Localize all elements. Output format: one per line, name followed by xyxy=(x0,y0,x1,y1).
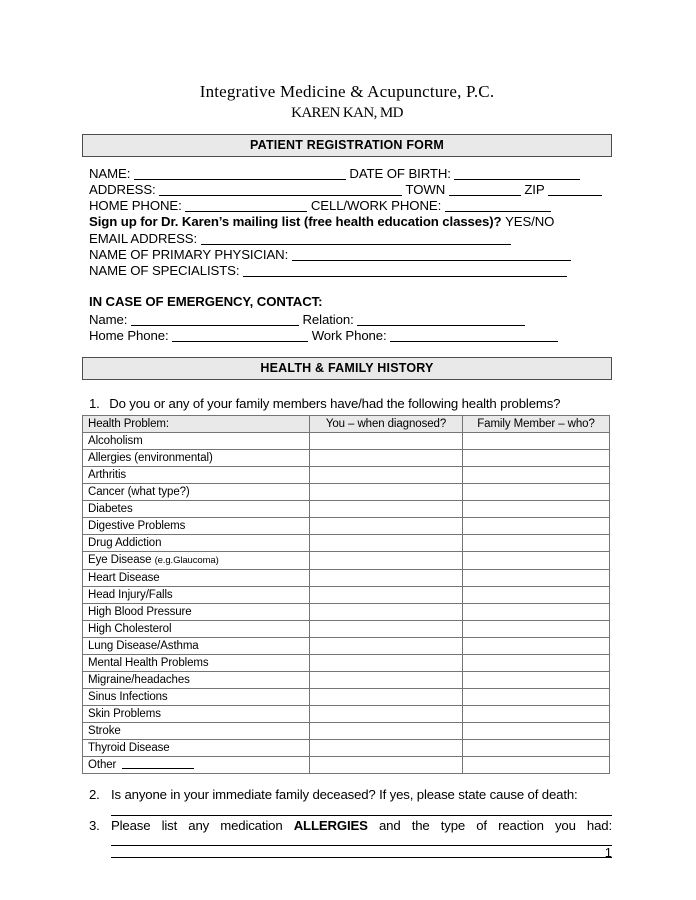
specialists-input-blank[interactable] xyxy=(243,264,567,277)
banner-health-family-history: HEALTH & FAMILY HISTORY xyxy=(82,357,612,380)
question-2 xyxy=(82,787,612,816)
family-member-who-cell[interactable] xyxy=(463,654,610,671)
family-member-who-cell[interactable] xyxy=(463,739,610,756)
field-row-phones xyxy=(89,198,612,214)
primary-physician-label: NAME OF PRIMARY PHYSICIAN: xyxy=(89,247,289,263)
family-member-who-cell[interactable] xyxy=(463,466,610,483)
question-3-number: 3. xyxy=(89,817,100,833)
emergency-name-input-blank[interactable] xyxy=(131,313,299,326)
emergency-work-phone-label: Work Phone: xyxy=(311,328,387,344)
name-label: NAME: xyxy=(89,165,131,181)
field-row-primary-physician xyxy=(89,247,612,263)
table-row xyxy=(83,705,610,722)
health-problem-label: Allergies (environmental) xyxy=(83,449,310,466)
health-problem-label: High Blood Pressure xyxy=(83,603,310,620)
town-label: TOWN xyxy=(405,181,446,197)
town-input-blank[interactable] xyxy=(449,183,521,196)
health-problem-note: (e.g.Glaucoma) xyxy=(154,554,219,566)
health-problem-label: Skin Problems xyxy=(83,705,310,722)
you-when-diagnosed-cell[interactable] xyxy=(310,432,463,449)
table-row xyxy=(83,688,610,705)
other-health-problem-input-blank[interactable] xyxy=(122,758,194,769)
family-member-who-cell[interactable] xyxy=(463,517,610,534)
field-row-address xyxy=(89,182,612,198)
health-problem-label: Other xyxy=(83,756,310,773)
field-row-emergency-name-relation xyxy=(89,312,612,328)
health-problem-label: Digestive Problems xyxy=(83,517,310,534)
column-header-you-when-diagnosed: You – when diagnosed? xyxy=(310,415,463,432)
table-row xyxy=(83,569,610,586)
field-row-name-dob xyxy=(89,166,612,182)
emergency-relation-label: Relation: xyxy=(302,311,354,327)
family-member-who-cell[interactable] xyxy=(463,483,610,500)
table-row xyxy=(83,432,610,449)
page-content xyxy=(82,0,612,858)
emergency-contact-fields xyxy=(82,312,612,345)
column-header-family-member-who: Family Member – who? xyxy=(463,415,610,432)
mailing-list-yes-no-option[interactable]: YES/NO xyxy=(505,214,555,230)
home-phone-label: HOME PHONE: xyxy=(89,198,182,214)
table-row xyxy=(83,449,610,466)
table-row xyxy=(83,654,610,671)
family-member-who-cell[interactable] xyxy=(463,500,610,517)
page-number: 1 xyxy=(604,845,612,860)
table-row xyxy=(83,586,610,603)
email-label: EMAIL ADDRESS: xyxy=(89,230,198,246)
you-when-diagnosed-cell[interactable] xyxy=(310,603,463,620)
question-2-answer-blank[interactable] xyxy=(111,815,612,816)
family-member-who-cell[interactable] xyxy=(463,586,610,603)
health-problem-label: Heart Disease xyxy=(83,569,310,586)
you-when-diagnosed-cell[interactable] xyxy=(310,483,463,500)
table-row xyxy=(83,551,610,569)
table-row xyxy=(83,671,610,688)
health-problem-label: High Cholesterol xyxy=(83,620,310,637)
family-member-who-cell[interactable] xyxy=(463,671,610,688)
you-when-diagnosed-cell[interactable] xyxy=(310,637,463,654)
question-3-text xyxy=(111,818,612,834)
health-problem-label: Alcoholism xyxy=(83,432,310,449)
family-member-who-cell[interactable] xyxy=(463,603,610,620)
you-when-diagnosed-cell[interactable] xyxy=(310,466,463,483)
you-when-diagnosed-cell[interactable] xyxy=(310,500,463,517)
zip-input-blank[interactable] xyxy=(548,183,602,196)
field-row-specialists xyxy=(89,263,612,279)
family-member-who-cell[interactable] xyxy=(463,756,610,773)
column-header-health-problem: Health Problem: xyxy=(83,415,310,432)
family-member-who-cell[interactable] xyxy=(463,637,610,654)
emergency-name-label: Name: xyxy=(89,311,128,327)
date-of-birth-label: DATE OF BIRTH: xyxy=(349,165,451,181)
you-when-diagnosed-cell[interactable] xyxy=(310,534,463,551)
emergency-home-phone-input-blank[interactable] xyxy=(172,329,308,342)
emergency-home-phone-label: Home Phone: xyxy=(89,328,169,344)
cell-work-phone-input-blank[interactable] xyxy=(445,199,551,212)
health-problem-label: Head Injury/Falls xyxy=(83,586,310,603)
family-member-who-cell[interactable] xyxy=(463,705,610,722)
name-input-blank[interactable] xyxy=(134,167,346,180)
family-member-who-cell[interactable] xyxy=(463,569,610,586)
you-when-diagnosed-cell[interactable] xyxy=(310,517,463,534)
health-problem-label: Diabetes xyxy=(83,500,310,517)
family-member-who-cell[interactable] xyxy=(463,722,610,739)
table-row xyxy=(83,483,610,500)
health-problem-label: Drug Addiction xyxy=(83,534,310,551)
question-2-number: 2. xyxy=(89,786,100,802)
health-problem-label: Arthritis xyxy=(83,466,310,483)
primary-physician-input-blank[interactable] xyxy=(292,248,571,261)
you-when-diagnosed-cell[interactable] xyxy=(310,671,463,688)
family-member-who-cell[interactable] xyxy=(463,551,610,569)
zip-label: ZIP xyxy=(524,181,545,197)
health-problem-label: Sinus Infections xyxy=(83,688,310,705)
email-input-blank[interactable] xyxy=(201,232,511,245)
mailing-list-question: Sign up for Dr. Karen’s mailing list (free health education classes)? xyxy=(89,214,502,230)
registration-fields xyxy=(82,166,612,280)
question-1-number: 1. xyxy=(89,395,100,411)
table-row xyxy=(83,722,610,739)
field-row-email xyxy=(89,231,612,247)
cell-work-phone-label: CELL/WORK PHONE: xyxy=(310,198,442,214)
question-1-text: Do you or any of your family members have/had the following health problems? xyxy=(109,395,561,411)
table-row xyxy=(83,517,610,534)
emergency-contact-title: IN CASE OF EMERGENCY, CONTACT: xyxy=(89,293,323,309)
question-1 xyxy=(82,396,612,412)
health-problem-label: Mental Health Problems xyxy=(83,654,310,671)
health-problem-label: Stroke xyxy=(83,722,310,739)
question-3-text-before: Please list any medication xyxy=(111,817,294,833)
table-row xyxy=(83,534,610,551)
family-member-who-cell[interactable] xyxy=(463,432,610,449)
table-row xyxy=(83,500,610,517)
date-of-birth-input-blank[interactable] xyxy=(454,167,580,180)
practice-name: Integrative Medicine & Acupuncture, P.C. xyxy=(199,82,495,101)
letterhead xyxy=(82,0,612,122)
you-when-diagnosed-cell[interactable] xyxy=(310,654,463,671)
family-member-who-cell[interactable] xyxy=(463,620,610,637)
doctor-name: KAREN KAN, MD xyxy=(291,104,403,121)
family-member-who-cell[interactable] xyxy=(463,534,610,551)
home-phone-input-blank[interactable] xyxy=(185,199,307,212)
field-row-emergency-phones xyxy=(89,328,612,344)
you-when-diagnosed-cell[interactable] xyxy=(310,739,463,756)
table-row xyxy=(83,466,610,483)
family-member-who-cell[interactable] xyxy=(463,688,610,705)
emergency-relation-input-blank[interactable] xyxy=(357,313,525,326)
health-problems-table xyxy=(82,415,610,774)
health-problem-label: Cancer (what type?) xyxy=(83,483,310,500)
address-input-blank[interactable] xyxy=(159,183,402,196)
field-row-mailing-list xyxy=(89,214,612,230)
table-row xyxy=(83,637,610,654)
health-problem-label: Migraine/headaches xyxy=(83,671,310,688)
specialists-label: NAME OF SPECIALISTS: xyxy=(89,263,240,279)
you-when-diagnosed-cell[interactable] xyxy=(310,620,463,637)
question-3-text-after: and the type of reaction you had: xyxy=(367,817,612,833)
table-row xyxy=(83,603,610,620)
table-row xyxy=(83,739,610,756)
health-problem-label: Thyroid Disease xyxy=(83,739,310,756)
health-problem-label: Lung Disease/Asthma xyxy=(83,637,310,654)
family-member-who-cell[interactable] xyxy=(463,449,610,466)
address-label: ADDRESS: xyxy=(89,181,156,197)
you-when-diagnosed-cell[interactable] xyxy=(310,586,463,603)
banner-patient-registration: PATIENT REGISTRATION FORM xyxy=(82,134,612,157)
health-problems-table-body xyxy=(83,432,610,773)
table-row xyxy=(83,756,610,773)
emergency-work-phone-input-blank[interactable] xyxy=(390,329,558,342)
table-header-row xyxy=(83,415,610,432)
question-3-emphasis: ALLERGIES xyxy=(293,817,368,833)
health-problem-label: Eye Disease (e.g.Glaucoma) xyxy=(83,551,310,569)
you-when-diagnosed-cell[interactable] xyxy=(310,688,463,705)
table-row xyxy=(83,620,610,637)
you-when-diagnosed-cell[interactable] xyxy=(310,756,463,773)
you-when-diagnosed-cell[interactable] xyxy=(310,722,463,739)
question-2-text: Is anyone in your immediate family deceased? If yes, please state cause of death: xyxy=(111,786,578,802)
you-when-diagnosed-cell[interactable] xyxy=(310,705,463,722)
you-when-diagnosed-cell[interactable] xyxy=(310,449,463,466)
you-when-diagnosed-cell[interactable] xyxy=(310,551,463,569)
you-when-diagnosed-cell[interactable] xyxy=(310,569,463,586)
